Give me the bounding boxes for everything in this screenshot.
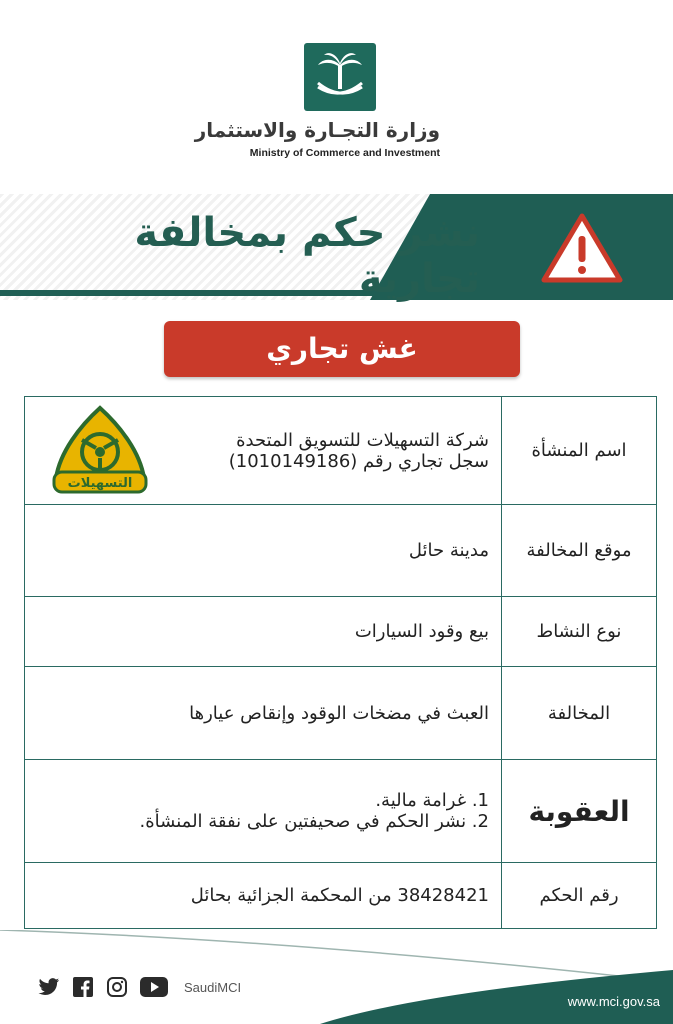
row-label-activity: نوع النشاط bbox=[502, 597, 657, 667]
row-label-ruling-number: رقم الحكم bbox=[502, 863, 657, 929]
penalty-item: 2. نشر الحكم في صحيفتين على نفقة المنشأة. bbox=[139, 811, 489, 832]
twitter-icon[interactable] bbox=[38, 976, 60, 998]
banner-title: نشر حكم بمخالفة تجارية bbox=[134, 210, 480, 302]
saudi-emblem-icon bbox=[304, 43, 376, 111]
row-label-penalty: العقوبة bbox=[502, 760, 657, 863]
row-label-location: موقع المخالفة bbox=[502, 505, 657, 597]
row-value-location: مدينة حائل bbox=[25, 505, 502, 597]
penalty-item: 1. غرامة مالية. bbox=[375, 790, 489, 811]
facebook-icon[interactable] bbox=[72, 976, 94, 998]
row-label-establishment: اسم المنشأة bbox=[502, 397, 657, 505]
youtube-icon[interactable] bbox=[140, 976, 168, 998]
table-row bbox=[25, 863, 657, 929]
ministry-logo bbox=[304, 43, 376, 111]
row-value-activity: بيع وقود السيارات bbox=[25, 597, 502, 667]
social-handle: SaudiMCI bbox=[184, 979, 242, 995]
warning-icon bbox=[540, 212, 624, 284]
table-row bbox=[25, 667, 657, 760]
table-row bbox=[25, 597, 657, 667]
table-row bbox=[25, 505, 657, 597]
company-logo-text: التسهيلات bbox=[67, 476, 133, 491]
ministry-name-english: Ministry of Commerce and Investment bbox=[249, 147, 440, 159]
instagram-icon[interactable] bbox=[106, 976, 128, 998]
commercial-register: سجل تجاري رقم (1010149186) bbox=[228, 450, 489, 472]
row-value-violation: العبث في مضخات الوقود وإنقاص عيارها bbox=[25, 667, 502, 760]
company-logo bbox=[50, 404, 150, 496]
row-label-violation: المخالفة bbox=[502, 667, 657, 760]
violation-type-badge: غش تجاري bbox=[164, 321, 520, 377]
website-url[interactable]: www.mci.gov.sa bbox=[567, 994, 660, 1009]
row-value-ruling-number: 38428421 من المحكمة الجزائية بحائل bbox=[25, 863, 502, 929]
table-row bbox=[25, 760, 657, 863]
row-value-penalty bbox=[25, 760, 502, 863]
ministry-name-arabic: وزارة التجـارة والاستثمار bbox=[194, 118, 440, 142]
establishment-name: شركة التسهيلات للتسويق المتحدة bbox=[236, 429, 489, 451]
social-links bbox=[38, 975, 241, 999]
